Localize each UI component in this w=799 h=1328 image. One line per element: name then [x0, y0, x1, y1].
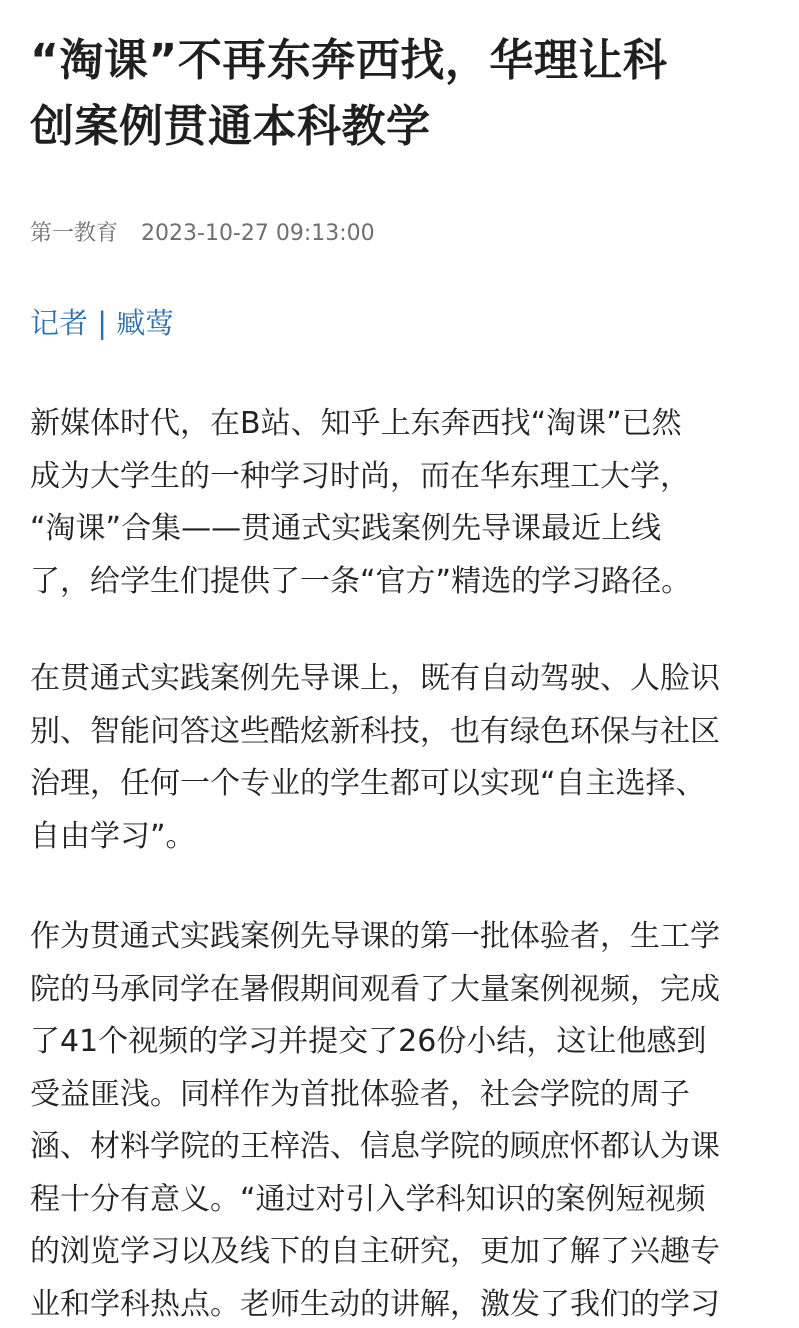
paragraph-line: 了，给学生们提供了一条“官方”精选的学习路径。: [30, 563, 692, 599]
paragraph-line: 的浏览学习以及线下的自主研究，更加了解了兴趣专: [30, 1234, 720, 1269]
paragraph-line: “淘课”合集——贯通式实践案例先导课最近上线: [30, 511, 662, 546]
paragraph-line: 了41个视频的学习并提交了26份小结，这让他感到: [30, 1024, 707, 1059]
article-title-line: 创案例贯通本科教学: [30, 101, 431, 152]
article-byline: 记者 | 臧莺: [30, 306, 175, 340]
article-meta: [30, 218, 375, 250]
article-paragraph: [30, 653, 775, 863]
paragraph-line: 治理，任何一个专业的学生都可以实现“自主选择、: [30, 766, 706, 801]
article-title: [30, 28, 775, 160]
paragraph-line: 成为大学生的一种学习时尚，而在华东理工大学，: [30, 458, 690, 494]
paragraph-line: 作为贯通式实践案例先导课的第一批体验者，生工学: [30, 919, 720, 954]
paragraph-line: 受益匪浅。同样作为首批体验者，社会学院的周子: [30, 1076, 690, 1112]
article-datetime: 2023-10-27 09:13:00: [141, 221, 375, 246]
article-title-line: “淘课”不再东奔西找，华理让科: [30, 35, 668, 86]
paragraph-line: 业和学科热点。老师生动的讲解，激发了我们的学习: [30, 1286, 720, 1322]
article-source[interactable]: 第一教育: [30, 221, 119, 246]
paragraph-line: 涵、材料学院的王梓浩、信息学院的顾庶怀都认为课: [30, 1129, 720, 1164]
paragraph-line: 院的马承同学在暑假期间观看了大量案例视频，完成: [30, 971, 720, 1007]
paragraph-line: 自由学习”。: [30, 818, 196, 854]
paragraph-line: 别、智能问答这些酷炫新科技，也有绿色环保与社区: [30, 713, 720, 749]
paragraph-line: 新媒体时代，在B站、知乎上东奔西找“淘课”已然: [30, 406, 682, 441]
article-paragraph: [30, 911, 775, 1328]
article-paragraph: [30, 398, 775, 608]
paragraph-line: 在贯通式实践案例先导课上，既有自动驾驶、人脸识: [30, 661, 720, 696]
paragraph-line: 程十分有意义。“通过对引入学科知识的案例短视频: [30, 1181, 706, 1217]
